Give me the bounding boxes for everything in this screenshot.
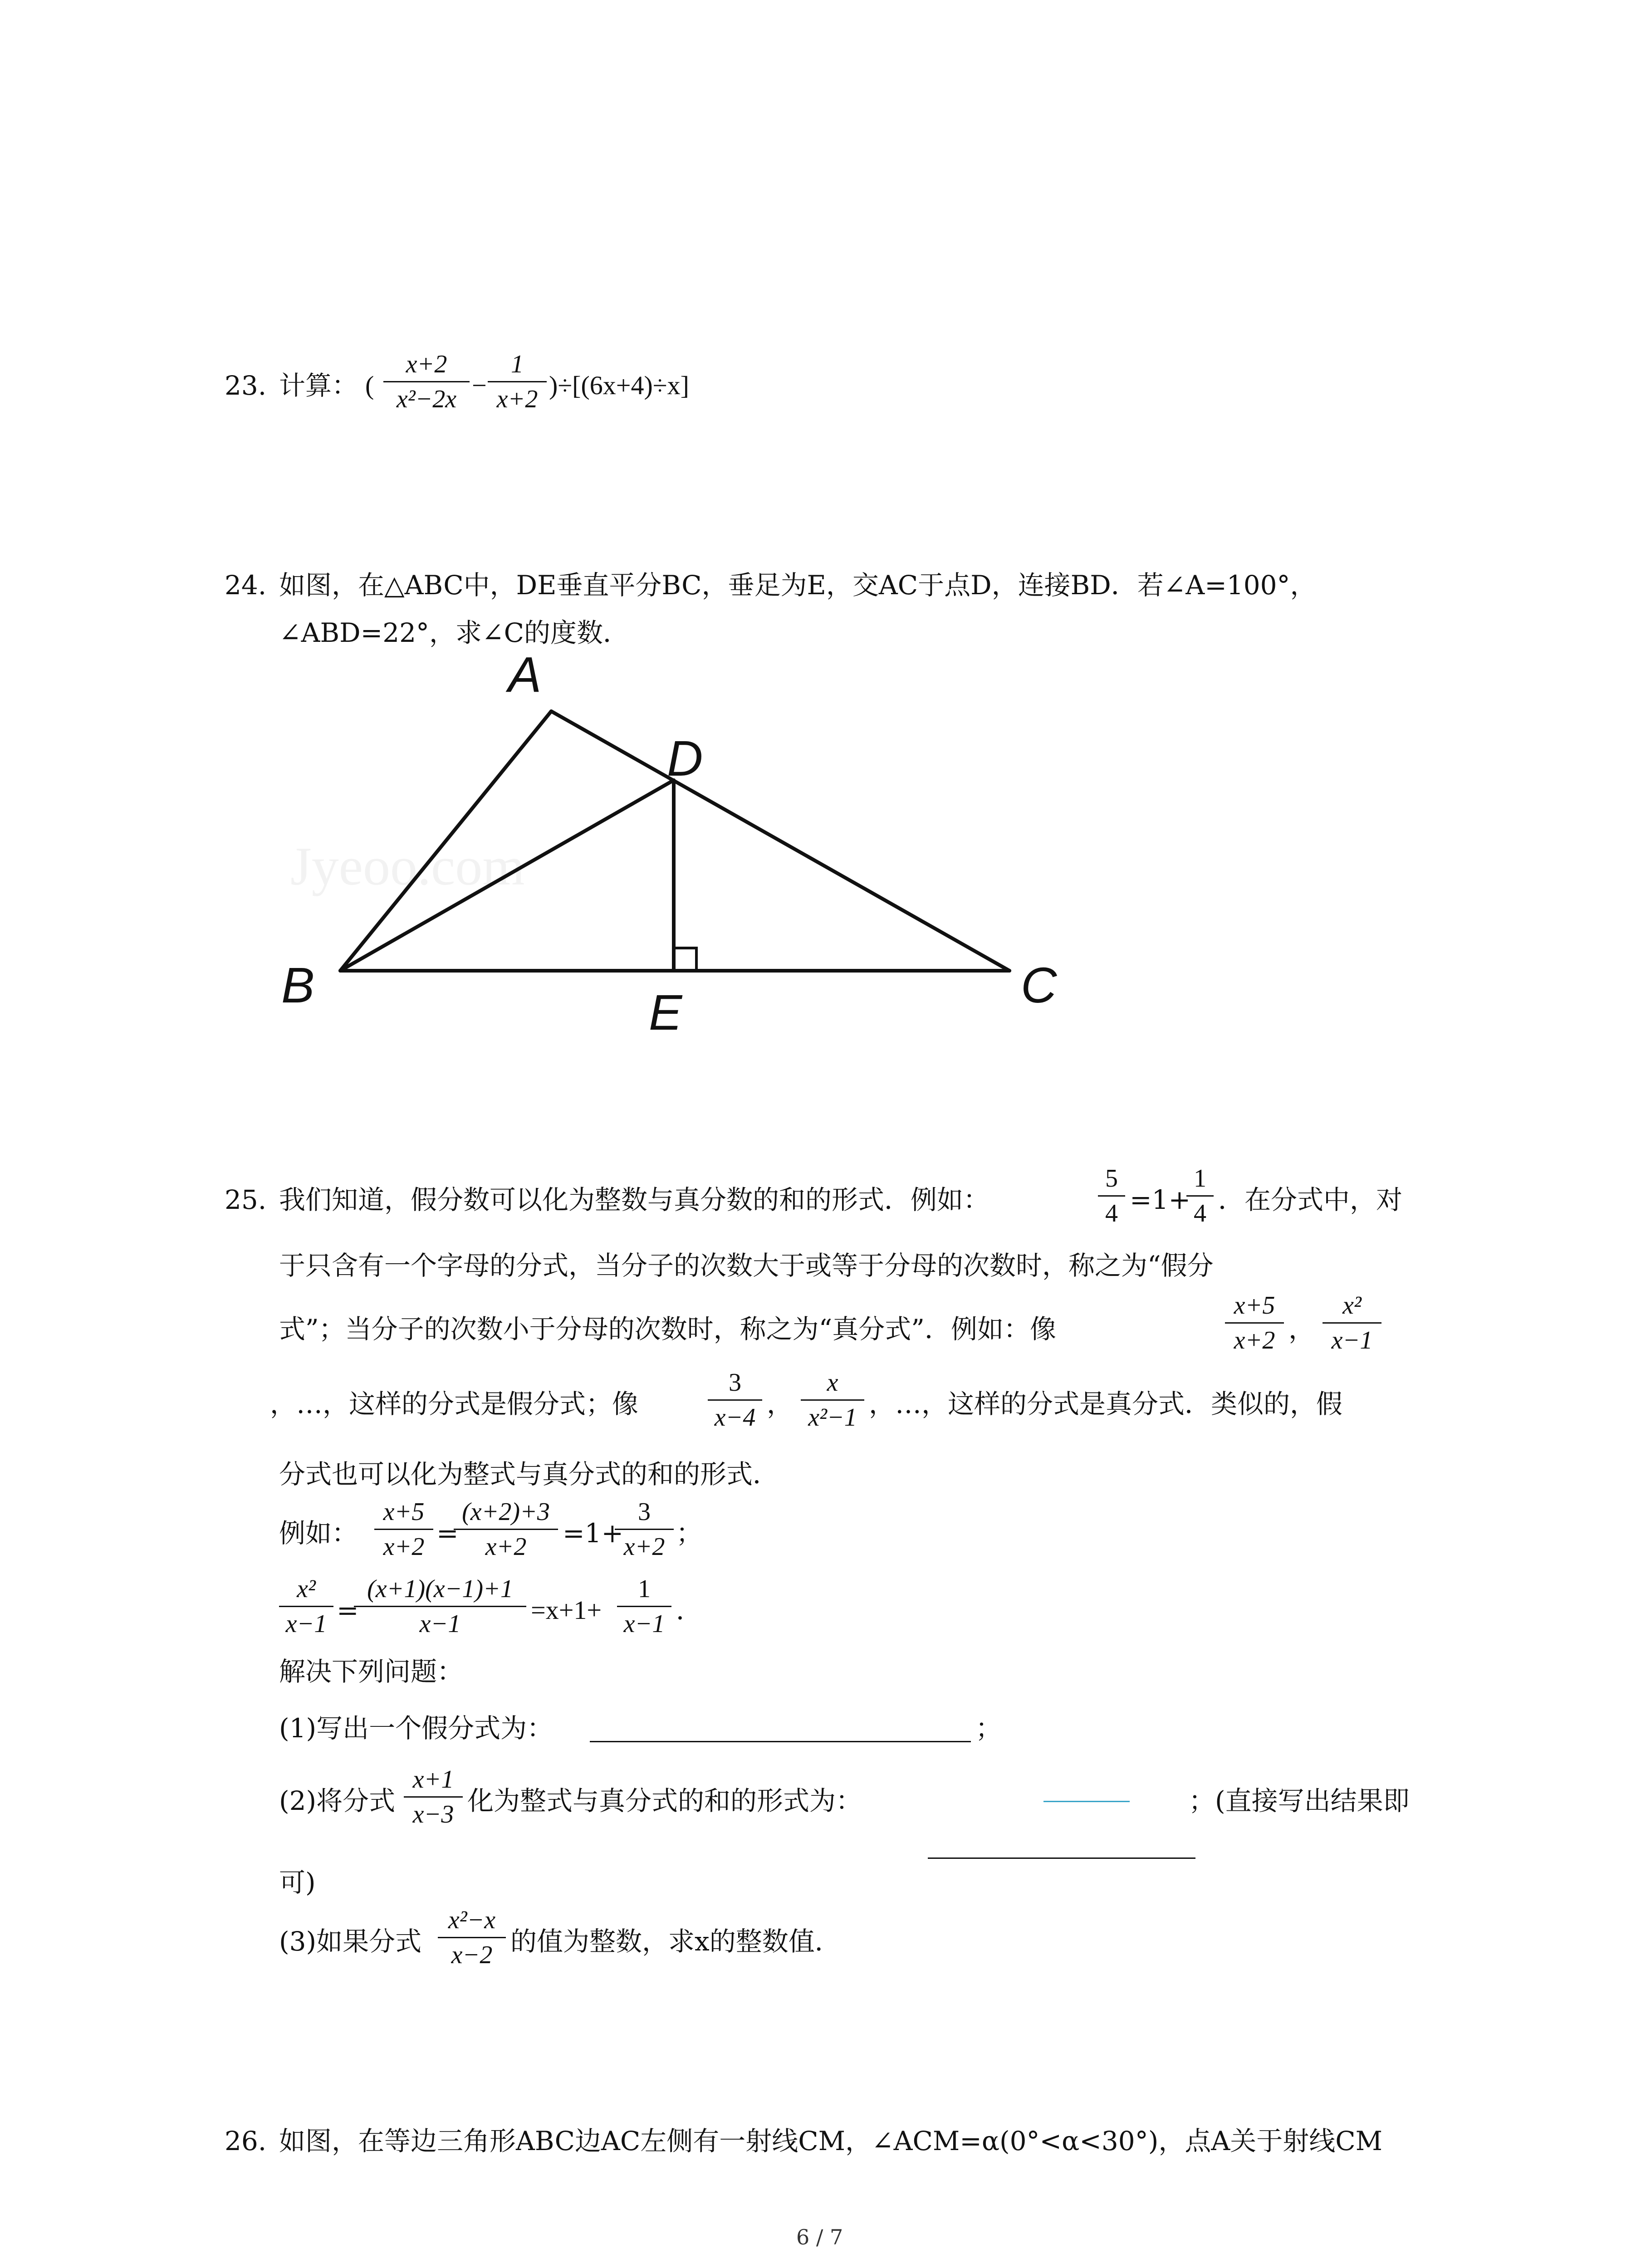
- numerator: (x+2)+3: [462, 1498, 550, 1526]
- q25-line4-frac-1: [708, 1368, 762, 1432]
- denominator: x+2: [485, 1533, 527, 1561]
- q23-frac2-denominator: x+2: [496, 385, 538, 413]
- q25-part-2a: (2)将分式: [279, 1785, 396, 1816]
- numerator: x²: [1342, 1291, 1362, 1320]
- label-d: D: [667, 731, 703, 787]
- denominator: x+2: [623, 1533, 665, 1561]
- q25-part-2b: 化为整式与真分式的和的形式为：: [467, 1785, 862, 1816]
- q25-example-label: 例如：: [279, 1518, 358, 1549]
- q25-ex3-end: ．: [676, 1595, 703, 1626]
- right-angle-mark: [674, 948, 696, 971]
- numerator: (x+1)(x−1)+1: [367, 1575, 513, 1603]
- q25-line-5: 分式也可以化为整式与真分式的和的形式．: [279, 1459, 779, 1490]
- numerator: x²−x: [448, 1906, 496, 1934]
- numerator: 1: [638, 1575, 651, 1603]
- q25-line-3a: 式”；当分子的次数小于分母的次数时，称之为“真分式”．例如：像: [279, 1314, 1056, 1344]
- q25-part-2c: ；(直接写出结果即: [1189, 1785, 1410, 1816]
- q25-part-1: (1)写出一个假分式为：: [279, 1713, 554, 1744]
- q25-part-3b: 的值为整数，求x的整数值．: [510, 1926, 841, 1957]
- q25-part-3a: (3)如果分式: [279, 1926, 422, 1957]
- q25-ex1-frac-b: [1186, 1163, 1214, 1228]
- numerator: x²: [297, 1575, 316, 1603]
- q24-line-1: 如图，在△ABC中，DE垂直平分BC，垂足为E，交AC于点D，连接BD．若∠A=100°，: [279, 570, 1317, 601]
- q23-open-paren: (: [365, 371, 374, 400]
- q23-frac1-denominator: x²−2x: [396, 385, 457, 413]
- fraction-bar: [615, 1529, 674, 1530]
- fraction-bar: [1186, 1195, 1214, 1197]
- q26-line-1: 如图，在等边三角形ABC边AC左侧有一射线CM，∠ACM=α(0°<α<30°)，点A关于射线CM: [279, 2126, 1382, 2156]
- numerator: x+5: [1234, 1291, 1275, 1320]
- q25-ex2-frac-2: [454, 1497, 558, 1562]
- denominator: x−1: [419, 1610, 461, 1638]
- fraction-bar: [438, 1937, 506, 1938]
- q24-number: 24.: [225, 570, 267, 601]
- label-a: A: [508, 647, 542, 703]
- q25-line-4b: ，…，这样的分式是真分式．类似的，假: [869, 1388, 1343, 1419]
- fraction-bar: [801, 1399, 864, 1401]
- q24-triangle-figure: [254, 644, 1116, 1043]
- q23-minus: −: [472, 371, 487, 400]
- q24-line-2: ∠ABD=22°，求∠C的度数．: [279, 617, 629, 648]
- numerator: x+5: [383, 1498, 425, 1526]
- q25-ex3-frac-3: [617, 1574, 671, 1639]
- q23-fraction-2: [488, 349, 547, 414]
- q25-part-2d: 可): [279, 1867, 316, 1898]
- q23-tail: )÷[(6x+4)÷x]: [549, 371, 689, 400]
- denominator: x−1: [1331, 1326, 1373, 1354]
- numerator: 3: [638, 1498, 651, 1526]
- q25-number: 25.: [225, 1184, 267, 1215]
- q23-number: 23.: [225, 370, 267, 401]
- denominator: x−1: [285, 1610, 327, 1638]
- q26-number: 26.: [225, 2126, 267, 2156]
- q25-ex1-mid: =1+: [1130, 1184, 1191, 1215]
- fraction-bar: [617, 1606, 671, 1607]
- fraction-bar: [374, 1529, 433, 1530]
- q25-line-1a: 我们知道，假分数可以化为整数与真分数的和的形式．例如：: [279, 1184, 990, 1215]
- q25-ex3-frac-2: [354, 1574, 526, 1639]
- q23-fraction-1: [383, 349, 470, 414]
- q25-ex3-eq2: =x+1+: [531, 1595, 602, 1625]
- q25-part2-answer-fraction-bar[interactable]: [1043, 1801, 1130, 1802]
- q25-part1-end: ；: [975, 1713, 1002, 1744]
- denominator: x−1: [623, 1610, 665, 1638]
- denominator: x−4: [714, 1403, 756, 1432]
- denominator: x+2: [1234, 1326, 1275, 1354]
- fraction-bar: [1225, 1322, 1284, 1324]
- q25-part1-answer-blank[interactable]: [590, 1741, 971, 1742]
- numerator: 3: [729, 1369, 741, 1397]
- q25-line3-comma: ，: [1288, 1314, 1315, 1344]
- q25-line-4a: ，…，这样的分式是假分式；像: [270, 1388, 639, 1419]
- q23-frac1-numerator: x+2: [406, 350, 447, 378]
- numerator: x: [827, 1369, 838, 1397]
- side-ac: [551, 711, 1009, 971]
- label-e: E: [649, 985, 682, 1041]
- q25-ex1-frac-a: [1098, 1163, 1125, 1228]
- fraction-bar: [279, 1606, 333, 1607]
- page-number: 6 / 7: [796, 2225, 843, 2249]
- denominator: 4: [1105, 1199, 1118, 1227]
- q23-label: 计算：: [279, 370, 358, 401]
- q25-line3-frac-2: [1323, 1290, 1381, 1355]
- q25-ex2-end: ；: [676, 1518, 703, 1549]
- q25-part2-answer-blank[interactable]: [928, 1857, 1195, 1859]
- q25-line-2: 于只含有一个字母的分式，当分子的次数大于或等于分母的次数时，称之为“假分: [279, 1250, 1214, 1281]
- fraction-bar: [404, 1796, 463, 1798]
- denominator: 4: [1194, 1199, 1206, 1227]
- q25-ex3-frac-1: [279, 1574, 333, 1639]
- q25-ex2-frac-3: [615, 1497, 674, 1562]
- q25-ex3-eq1: =: [337, 1595, 359, 1626]
- watermark: Jyeoo.com: [290, 836, 525, 896]
- numerator: 1: [1194, 1164, 1206, 1193]
- q25-line3-frac-1: [1225, 1290, 1284, 1355]
- label-b: B: [281, 958, 315, 1013]
- fraction-bar: [383, 381, 470, 382]
- fraction-bar: [354, 1606, 526, 1607]
- numerator: 5: [1105, 1164, 1118, 1193]
- q23-frac2-numerator: 1: [511, 350, 524, 378]
- fraction-bar: [488, 381, 547, 382]
- q25-part2-fraction: [404, 1765, 463, 1829]
- q25-ex1-end: ．在分式中，对: [1218, 1184, 1403, 1215]
- fraction-bar: [708, 1399, 762, 1401]
- denominator: x+2: [383, 1533, 425, 1561]
- q25-part3-fraction: [438, 1905, 506, 1970]
- q25-ex2-eq2: =1+: [563, 1518, 624, 1549]
- fraction-bar: [1098, 1195, 1125, 1197]
- q25-solve-heading: 解决下列问题：: [279, 1656, 464, 1687]
- denominator: x²−1: [808, 1403, 857, 1432]
- q25-line4-frac-2: [801, 1368, 864, 1432]
- q25-ex2-eq1: =: [436, 1518, 459, 1549]
- denominator: x−2: [451, 1941, 493, 1969]
- denominator: x−3: [412, 1800, 454, 1828]
- q25-ex2-frac-1: [374, 1497, 433, 1562]
- q25-line4-comma: ，: [767, 1388, 794, 1419]
- numerator: x+1: [412, 1765, 454, 1794]
- label-c: C: [1021, 958, 1057, 1013]
- fraction-bar: [454, 1529, 558, 1530]
- fraction-bar: [1323, 1322, 1381, 1324]
